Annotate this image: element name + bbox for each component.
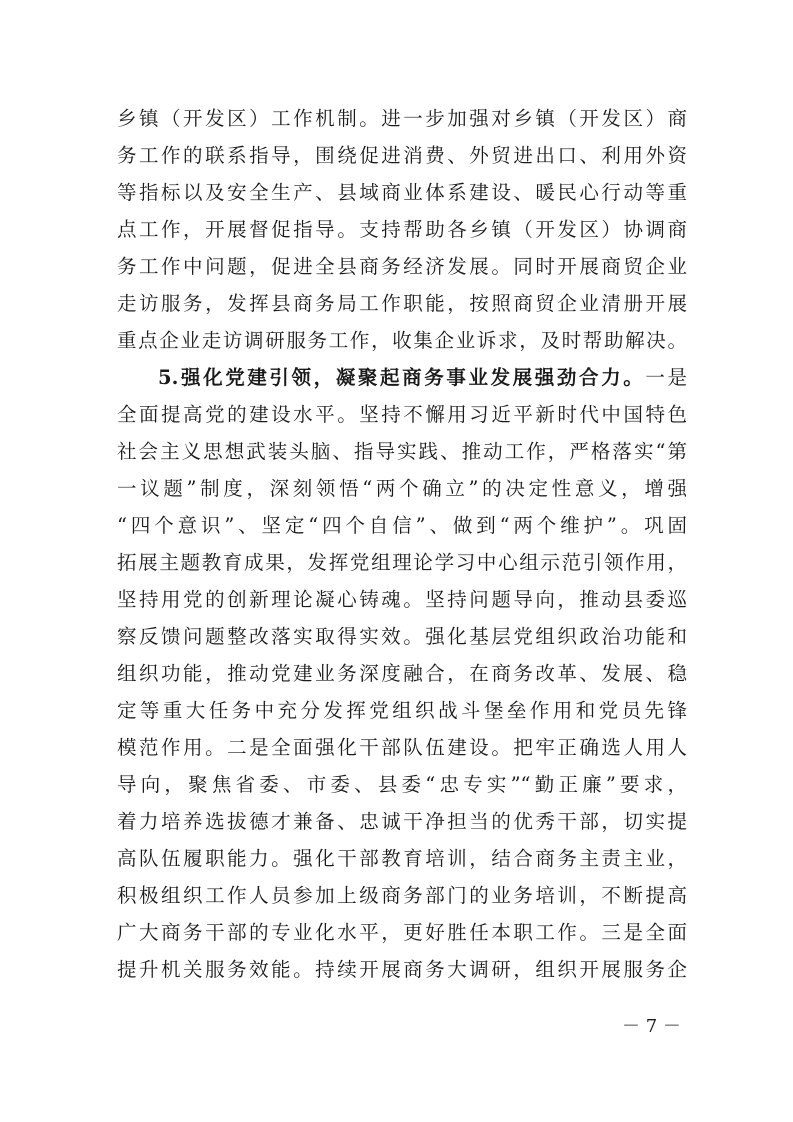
body-text [117,100,687,988]
text-line: 提升机关服务效能。持续开展商务大调研，组织开展服务企 [117,958,687,981]
text-line: 广大商务干部的专业化水平，更好胜任本职工作。三是全面 [117,921,687,944]
text-line: 导向，聚焦省委、市委、县委“忠专实”“勤正廉”要求， [117,773,687,796]
page-number: － 7 － [622,1016,681,1037]
text-line: 社会主义思想武装头脑、指导实践、推动工作，严格落实“第 [117,440,687,463]
text-line: 务工作中问题，促进全县商务经济发展。同时开展商贸企业 [117,255,687,278]
text-line: 拓展主题教育成果，发挥党组理论学习中心组示范引领作用， [117,551,687,574]
text-line: 一议题”制度，深刻领悟“两个确立”的决定性意义，增强 [117,477,687,500]
section-heading: 5.强化党建引领，凝聚起商务事业发展强劲合力。 [158,366,646,389]
text-line: 察反馈问题整改落实取得实效。强化基层党组织政治功能和 [117,625,687,648]
section-heading-line [117,359,687,396]
text-line: 组织功能，推动党建业务深度融合，在商务改革、发展、稳 [117,662,687,685]
text-line: 走访服务，发挥县商务局工作职能，按照商贸企业清册开展 [117,292,687,315]
text-line: 模范作用。二是全面强化干部队伍建设。把牢正确选人用人 [117,736,687,759]
text-line: 等指标以及安全生产、县域商业体系建设、暖民心行动等重 [117,181,687,204]
text-line: 乡镇（开发区）工作机制。进一步加强对乡镇（开发区）商 [117,107,687,130]
text-line: 积极组织工作人员参加上级商务部门的业务培训，不断提高 [117,884,687,907]
text-line: 高队伍履职能力。强化干部教育培训，结合商务主责主业， [117,847,687,870]
text-line: 定等重大任务中充分发挥党组织战斗堡垒作用和党员先锋 [117,699,687,722]
text-line: 务工作的联系指导，围绕促进消费、外贸进出口、利用外资 [117,144,687,167]
text-line: 点工作，开展督促指导。支持帮助各乡镇（开发区）协调商 [117,218,687,241]
text-line: 全面提高党的建设水平。坚持不懈用习近平新时代中国特色 [117,403,687,426]
section-heading-tail: 一是 [645,366,687,389]
text-line: 着力培养选拔德才兼备、忠诚干净担当的优秀干部，切实提 [117,810,687,833]
text-line: 坚持用党的创新理论凝心铸魂。坚持问题导向，推动县委巡 [117,588,687,611]
text-line: 重点企业走访调研服务工作，收集企业诉求，及时帮助解决。 [117,329,687,352]
text-line: “四个意识”、坚定“四个自信”、做到“两个维护”。巩固 [117,514,687,537]
